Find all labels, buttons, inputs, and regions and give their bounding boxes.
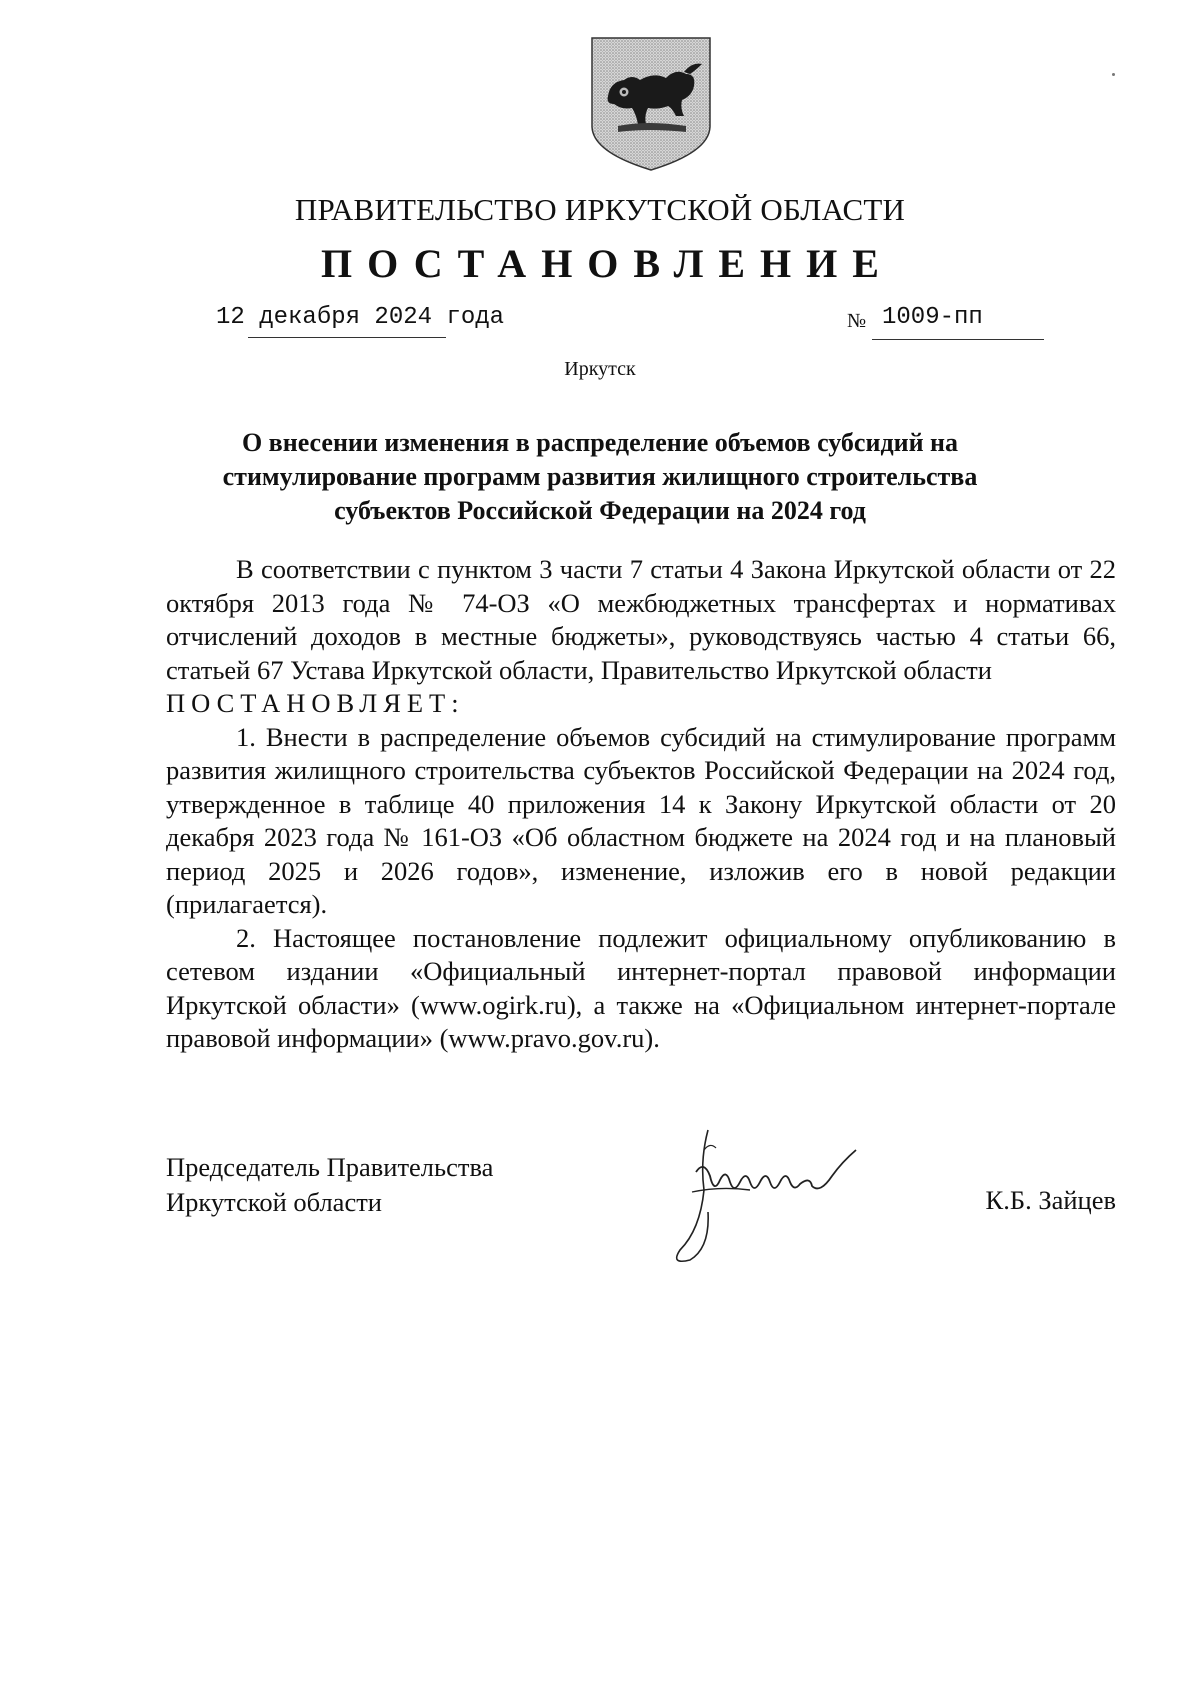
document-body <box>166 553 1116 1056</box>
document-type: ПОСТАНОВЛЕНИЕ <box>321 241 894 286</box>
number-underline <box>872 339 1044 340</box>
preamble-paragraph: В соответствии с пунктом 3 части 7 статьи 4 Закона Иркутской области от 22 октября 2013 года № 74-ОЗ «О межбюджетных трансфертах и нормативах отчислений доходов в местные бюджеты», руководствуясь частью 4 статьи 66, статьей 67 Устава Иркутской области, Правительство Иркутской области <box>166 554 1116 685</box>
government-name: ПРАВИТЕЛЬСТВО ИРКУТСКОЙ ОБЛАСТИ <box>294 192 906 227</box>
coat-of-arms-icon <box>588 34 714 174</box>
item-paragraph-2: 2. Настоящее постановление подлежит официальному опубликованию в сетевом издании «Официальный интернет-портал правовой информации Иркутской области» (www.ogirk.ru), а также на «Официальном интернет-портале правовой информации» (www.pravo.gov.ru). <box>166 922 1116 1053</box>
subject-line: стимулирование программ развития жилищного строительства <box>222 462 978 491</box>
document-number: 1009-пп <box>882 304 983 331</box>
signer-title-line: Председатель Правительства <box>166 1152 494 1182</box>
subject-line: субъектов Российской Федерации на 2024 год <box>334 496 866 525</box>
decree-word: ПОСТАНОВЛЯЕТ: <box>166 688 465 718</box>
signer-title-line: Иркутской области <box>166 1187 382 1217</box>
item-paragraph-1: 1. Внести в распределение объемов субсидий на стимулирование программ развития жилищного строительства субъектов Российской Федерации на 2024 год, утвержденное в таблице 40 приложения 14 к Закону Иркутской области от 20 декабря 2023 года № 161-ОЗ «Об областном бюджете на 2024 год и на плановый период 2025 и 2026 годов», изменение, изложив его в новой редакции (прилагается). <box>166 721 1116 919</box>
document-subject <box>150 426 1050 528</box>
number-sign: № <box>847 310 867 332</box>
city: Иркутск <box>564 358 636 380</box>
signer-name: К.Б. Зайцев <box>985 1185 1116 1215</box>
subject-line: О внесении изменения в распределение объемов субсидий на <box>241 428 959 457</box>
date-underline <box>248 337 446 338</box>
scan-artifact <box>1112 73 1115 76</box>
document-date: 12 декабря 2024 года <box>216 304 505 331</box>
